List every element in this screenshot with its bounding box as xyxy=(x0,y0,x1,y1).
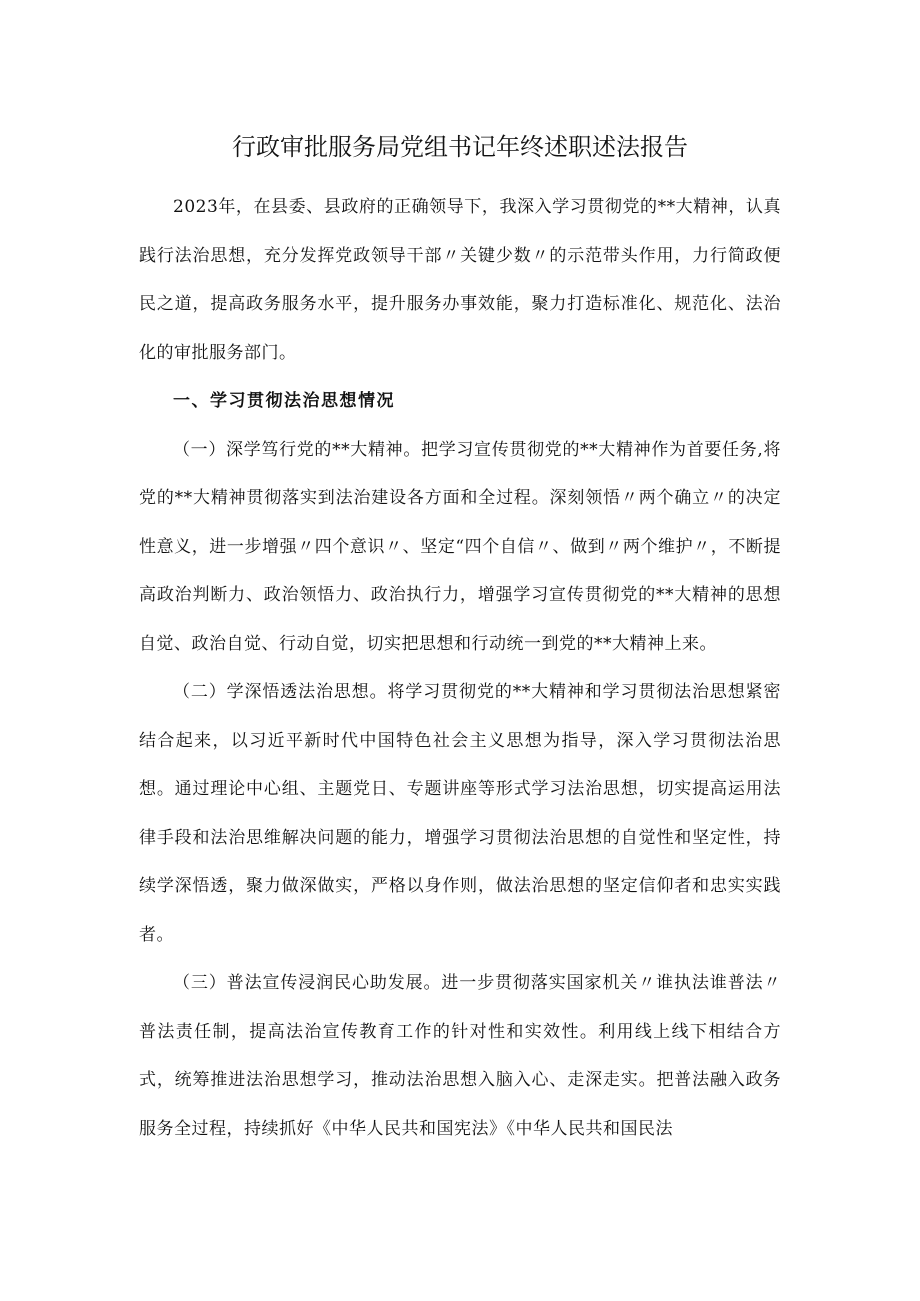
intro-paragraph: 2023年，在县委、县政府的正确领导下，我深入学习贯彻党的**大精神，认真践行法治思想，充分发挥党政领导干部〃关键少数〃的示范带头作用，力行简政便民之道，提高政务服务水平，提升服务办事效能，聚力打造标准化、规范化、法治化的审批服务部门。 xyxy=(139,197,781,363)
paragraph-3: （三）普法宣传浸润民心助发展。进一步贯彻落实国家机关〃谁执法谁普法〃普法责任制，提高法治宣传教育工作的针对性和实效性。利用线上线下相结合方式，统筹推进法治思想学习，推动法治思想入脑入心、走深走实。把普法融入政务服务全过程，持续抓好《中华人民共和国宪法》《中华人民共和国民法 xyxy=(139,973,781,1139)
section-heading: 一、学习贯彻法治思想情况 xyxy=(173,391,395,411)
document-title: 行政审批服务局党组书记年终述职述法报告 xyxy=(232,133,688,161)
paragraph-2: （二）学深悟透法治思想。将学习贯彻党的**大精神和学习贯彻法治思想紧密结合起来，以习近平新时代中国特色社会主义思想为指导，深入学习贯彻法治思想。通过理论中心组、主题党日、专题讲座等形式学习法治思想，切实提高运用法律手段和法治思维解决问题的能力，增强学习贯彻法治思想的自觉性和坚定性，持续学深悟透，聚力做深做实，严格以身作则，做法治思想的坚定信仰者和忠实实践者。 xyxy=(139,682,781,945)
document-body xyxy=(139,183,781,1153)
paragraph-1: （一）深学笃行党的**大精神。把学习宣传贯彻党的**大精神作为首要任务,将党的**大精神贯彻落实到法治建设各方面和全过程。深刻领悟〃两个确立〃的决定性意义，进一步增强〃四个意识〃、坚定“四个自信〃、做到〃两个维护〃，不断提高政治判断力、政治领悟力、政治执行力，增强学习宣传贯彻党的**大精神的思想自觉、政治自觉、行动自觉，切实把思想和行动统一到党的**大精神上来。 xyxy=(139,439,781,654)
